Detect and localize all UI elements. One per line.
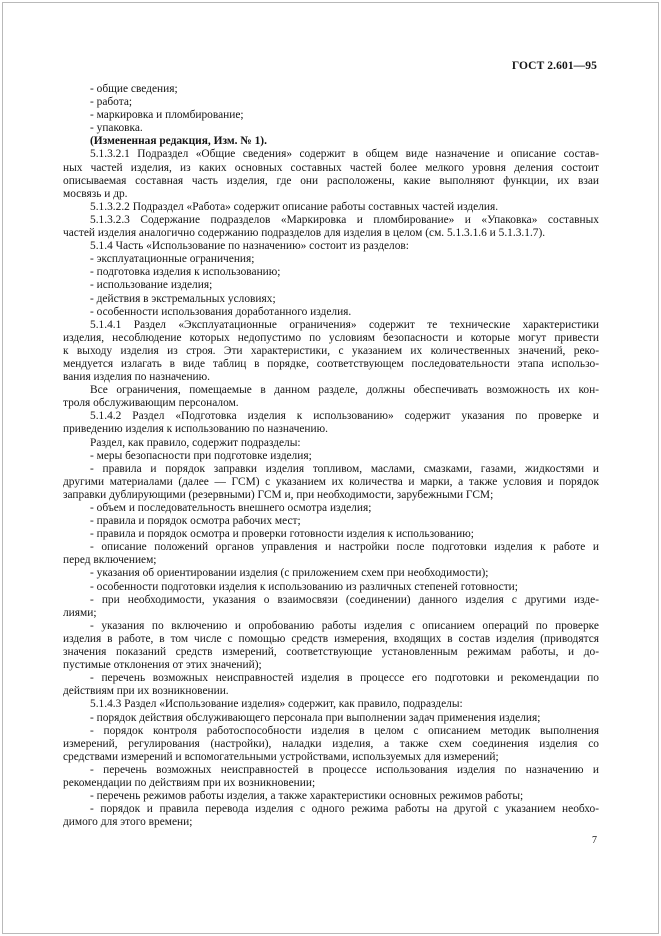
paragraph-line: лиями; bbox=[63, 606, 97, 619]
list-item: - описание положений органов управления и настройки после подготовки изделия к работе и bbox=[90, 541, 599, 554]
list-item: - особенности использования доработанного изделия. bbox=[90, 305, 352, 318]
list-item: - указания по включению и опробованию работы изделия с описанием операций по проверке bbox=[90, 619, 599, 632]
paragraph-line: изделия, несоблюдение которых недопустимо по условиям безопасности и которые могут привести bbox=[63, 331, 599, 344]
paragraph-line: 5.1.3.2.3 Содержание подразделов «Маркировка и пломбирование» и «Упаковка» составных bbox=[90, 213, 599, 226]
paragraph-line: заправки дублирующими (резервными) ГСМ и, при необходимости, зарубежными ГСМ; bbox=[63, 488, 494, 501]
paragraph-line: Раздел, как правило, содержит подразделы: bbox=[90, 436, 301, 449]
paragraph-line: изделия в работе, в том числе с помощью средств измерения, входящих в состав изделия (приводятся bbox=[63, 632, 599, 645]
list-item: - упаковка. bbox=[90, 122, 143, 135]
paragraph-line: перед включением; bbox=[63, 554, 157, 567]
paragraph-line: 5.1.4.3 Раздел «Использование изделия» содержит, как правило, подразделы: bbox=[90, 698, 463, 711]
paragraph-line: действиям при их возникновении. bbox=[63, 685, 229, 698]
list-item: - действия в экстремальных условиях; bbox=[90, 292, 276, 305]
paragraph-line: 5.1.4.1 Раздел «Эксплуатационные ограничения» содержит те технические характеристики bbox=[90, 318, 599, 331]
list-item: - особенности подготовки изделия к использованию из различных степеней готовности; bbox=[90, 580, 518, 593]
paragraph-line: мендуется излагать в виде таблиц в порядке, соответствующем последовательности этапа использо- bbox=[63, 357, 599, 370]
list-item: - маркировка и пломбирование; bbox=[90, 109, 244, 122]
paragraph-line: троля обслуживающим персоналом. bbox=[63, 397, 239, 410]
paragraph-line: частей изделия аналогично содержанию подразделов для изделия в целом (см. 5.1.3.1.6 и 5.1.3.1.7). bbox=[63, 227, 546, 240]
list-item: - при необходимости, указания о взаимосвязи (соединении) данного изделия с другими изде- bbox=[90, 593, 599, 606]
paragraph-line: пустимые отклонения от этих значений); bbox=[63, 659, 262, 672]
paragraph-line: 5.1.3.2.1 Подраздел «Общие сведения» содержит в общем виде назначение и описание состав- bbox=[90, 148, 599, 161]
list-item: - эксплуатационные ограничения; bbox=[90, 253, 255, 266]
list-item: - порядок и правила перевода изделия с одного режима работы на другой с указанием необхо- bbox=[90, 803, 599, 816]
list-item: - правила и порядок осмотра рабочих мест; bbox=[90, 515, 301, 528]
paragraph-line: Все ограничения, помещаемые в данном разделе, должны обеспечивать возможность их кон- bbox=[90, 384, 599, 397]
list-item: - порядок действия обслуживающего персонала при выполнении задач применения изделия; bbox=[90, 711, 541, 724]
list-item: - правила и порядок заправки изделия топливом, маслами, смазками, газами, жидкостями и bbox=[90, 462, 599, 475]
list-item: - перечень возможных неисправностей в процессе использования изделия по назначению и bbox=[90, 763, 599, 776]
page-number: 7 bbox=[592, 835, 597, 846]
document-code: ГОСТ 2.601—95 bbox=[511, 60, 597, 72]
paragraph-line: димого для этого времени; bbox=[63, 816, 193, 829]
paragraph-line: измерений, регулирования (настройки), наладки изделия, а также схем соединения изделия со bbox=[63, 737, 599, 750]
amendment-note: (Измененная редакция, Изм. № 1). bbox=[90, 135, 267, 148]
list-item: - подготовка изделия к использованию; bbox=[90, 266, 281, 279]
document-body bbox=[63, 83, 599, 829]
list-item: - порядок контроля работоспособности изделия в целом с описанием методик выполнения bbox=[90, 724, 599, 737]
list-item: - работа; bbox=[90, 96, 133, 109]
paragraph-line: приведению изделия к использованию по назначению. bbox=[63, 423, 328, 436]
list-item: - перечень режимов работы изделия, а также характеристики основных режимов работы; bbox=[90, 790, 524, 803]
paragraph-line: средствами измерений и вспомогательными устройствами, используемых для измерений; bbox=[63, 750, 499, 763]
list-item: - указания об ориентировании изделия (с приложением схем при необходимости); bbox=[90, 567, 489, 580]
list-item: - общие сведения; bbox=[90, 83, 178, 95]
paragraph-line: другими материалами (далее — ГСМ) с указанием их количества и марки, а также условия и порядок bbox=[63, 475, 599, 488]
paragraph-line: 5.1.4 Часть «Использование по назначению» состоит из разделов: bbox=[90, 240, 409, 253]
list-item: - объем и последовательность внешнего осмотра изделия; bbox=[90, 502, 372, 514]
list-item: - правила и порядок осмотра и проверки готовности изделия к использованию; bbox=[90, 528, 474, 541]
paragraph-line: ных частей изделия, из каких основных составных частей более мелкого уровня деления состоит bbox=[63, 161, 599, 174]
paragraph-line: 5.1.4.2 Раздел «Подготовка изделия к использованию» содержит указания по проверке и bbox=[90, 410, 599, 423]
paragraph-line: значения показаний средств измерений, соответствующие установленным режимам работы, и до- bbox=[63, 646, 599, 659]
paragraph-line: 5.1.3.2.2 Подраздел «Работа» содержит описание работы составных частей изделия. bbox=[90, 200, 499, 213]
paragraph-line: мосвязь и др. bbox=[63, 187, 128, 200]
list-item: - меры безопасности при подготовке изделия; bbox=[90, 449, 312, 462]
paragraph-line: к выходу изделия из строя. Эти характеристики, с указанием их количественных значений, реко- bbox=[63, 344, 599, 357]
paragraph-line: рекомендации по действиям при их возникновении; bbox=[63, 776, 316, 789]
paragraph-line: вания изделия по назначению. bbox=[63, 371, 210, 384]
list-item: - перечень возможных неисправностей изделия в процессе его подготовки и рекомендации по bbox=[90, 672, 599, 685]
paragraph-line: описываемая составная часть изделия, где они расположены, какие выполняют функции, их взаи bbox=[63, 174, 599, 187]
list-item: - использование изделия; bbox=[90, 279, 213, 292]
